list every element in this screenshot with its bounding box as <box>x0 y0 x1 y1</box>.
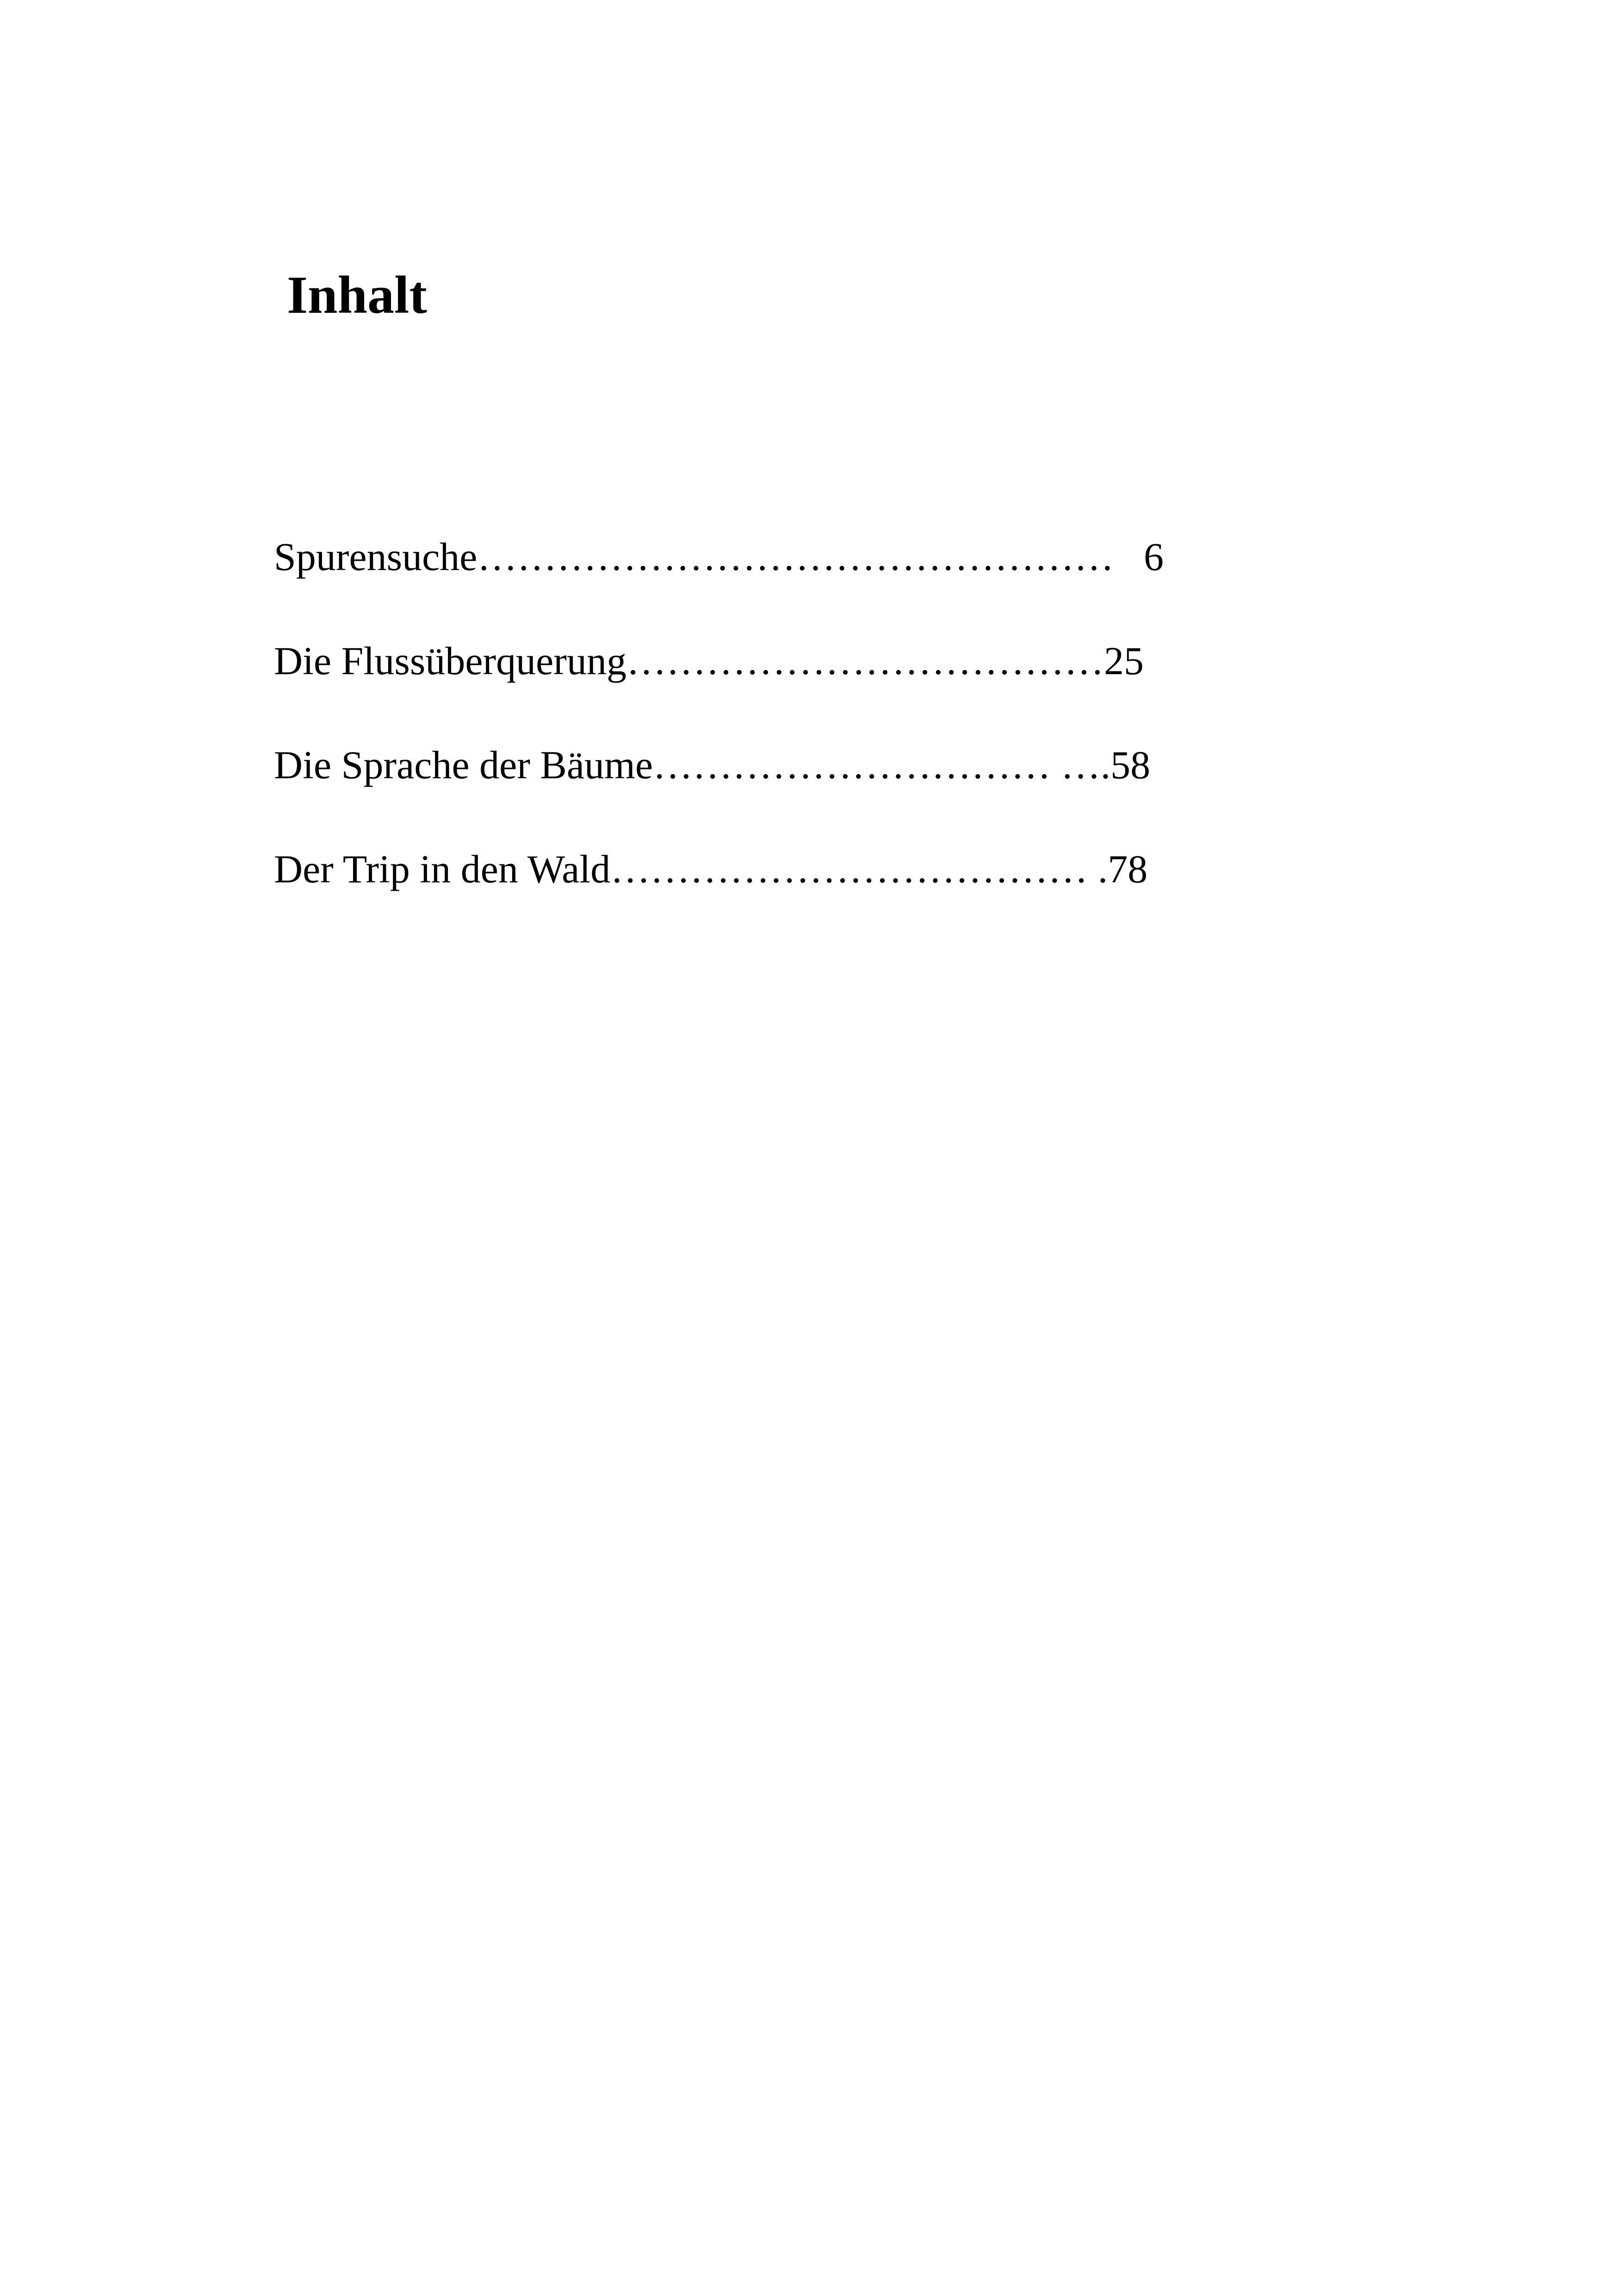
toc-entry-leader: ………………………… …. <box>653 745 1111 787</box>
toc-entry-title: Die Flussüberquerung <box>274 641 626 683</box>
toc-entry-page: 6 <box>1114 537 1164 579</box>
toc-entry-leader: ………………………………………… <box>477 537 1114 579</box>
toc-entry-leader: ……………………………… . <box>610 849 1108 891</box>
toc-entry <box>274 537 1255 641</box>
toc-entry-page: 78 <box>1108 849 1148 891</box>
toc-entry <box>274 849 1255 953</box>
toc-entry-title: Die Sprache der Bäume <box>274 745 653 787</box>
page-title: Inhalt <box>287 266 428 325</box>
toc-entry-leader: ……………………………… <box>626 641 1104 683</box>
toc-entry <box>274 745 1255 849</box>
table-of-contents <box>274 537 1255 953</box>
toc-entry <box>274 641 1255 745</box>
toc-entry-title: Spurensuche <box>274 537 477 579</box>
toc-entry-page: 25 <box>1103 641 1144 683</box>
toc-entry-title: Der Trip in den Wald <box>274 849 611 891</box>
toc-entry-page: 58 <box>1110 745 1151 787</box>
